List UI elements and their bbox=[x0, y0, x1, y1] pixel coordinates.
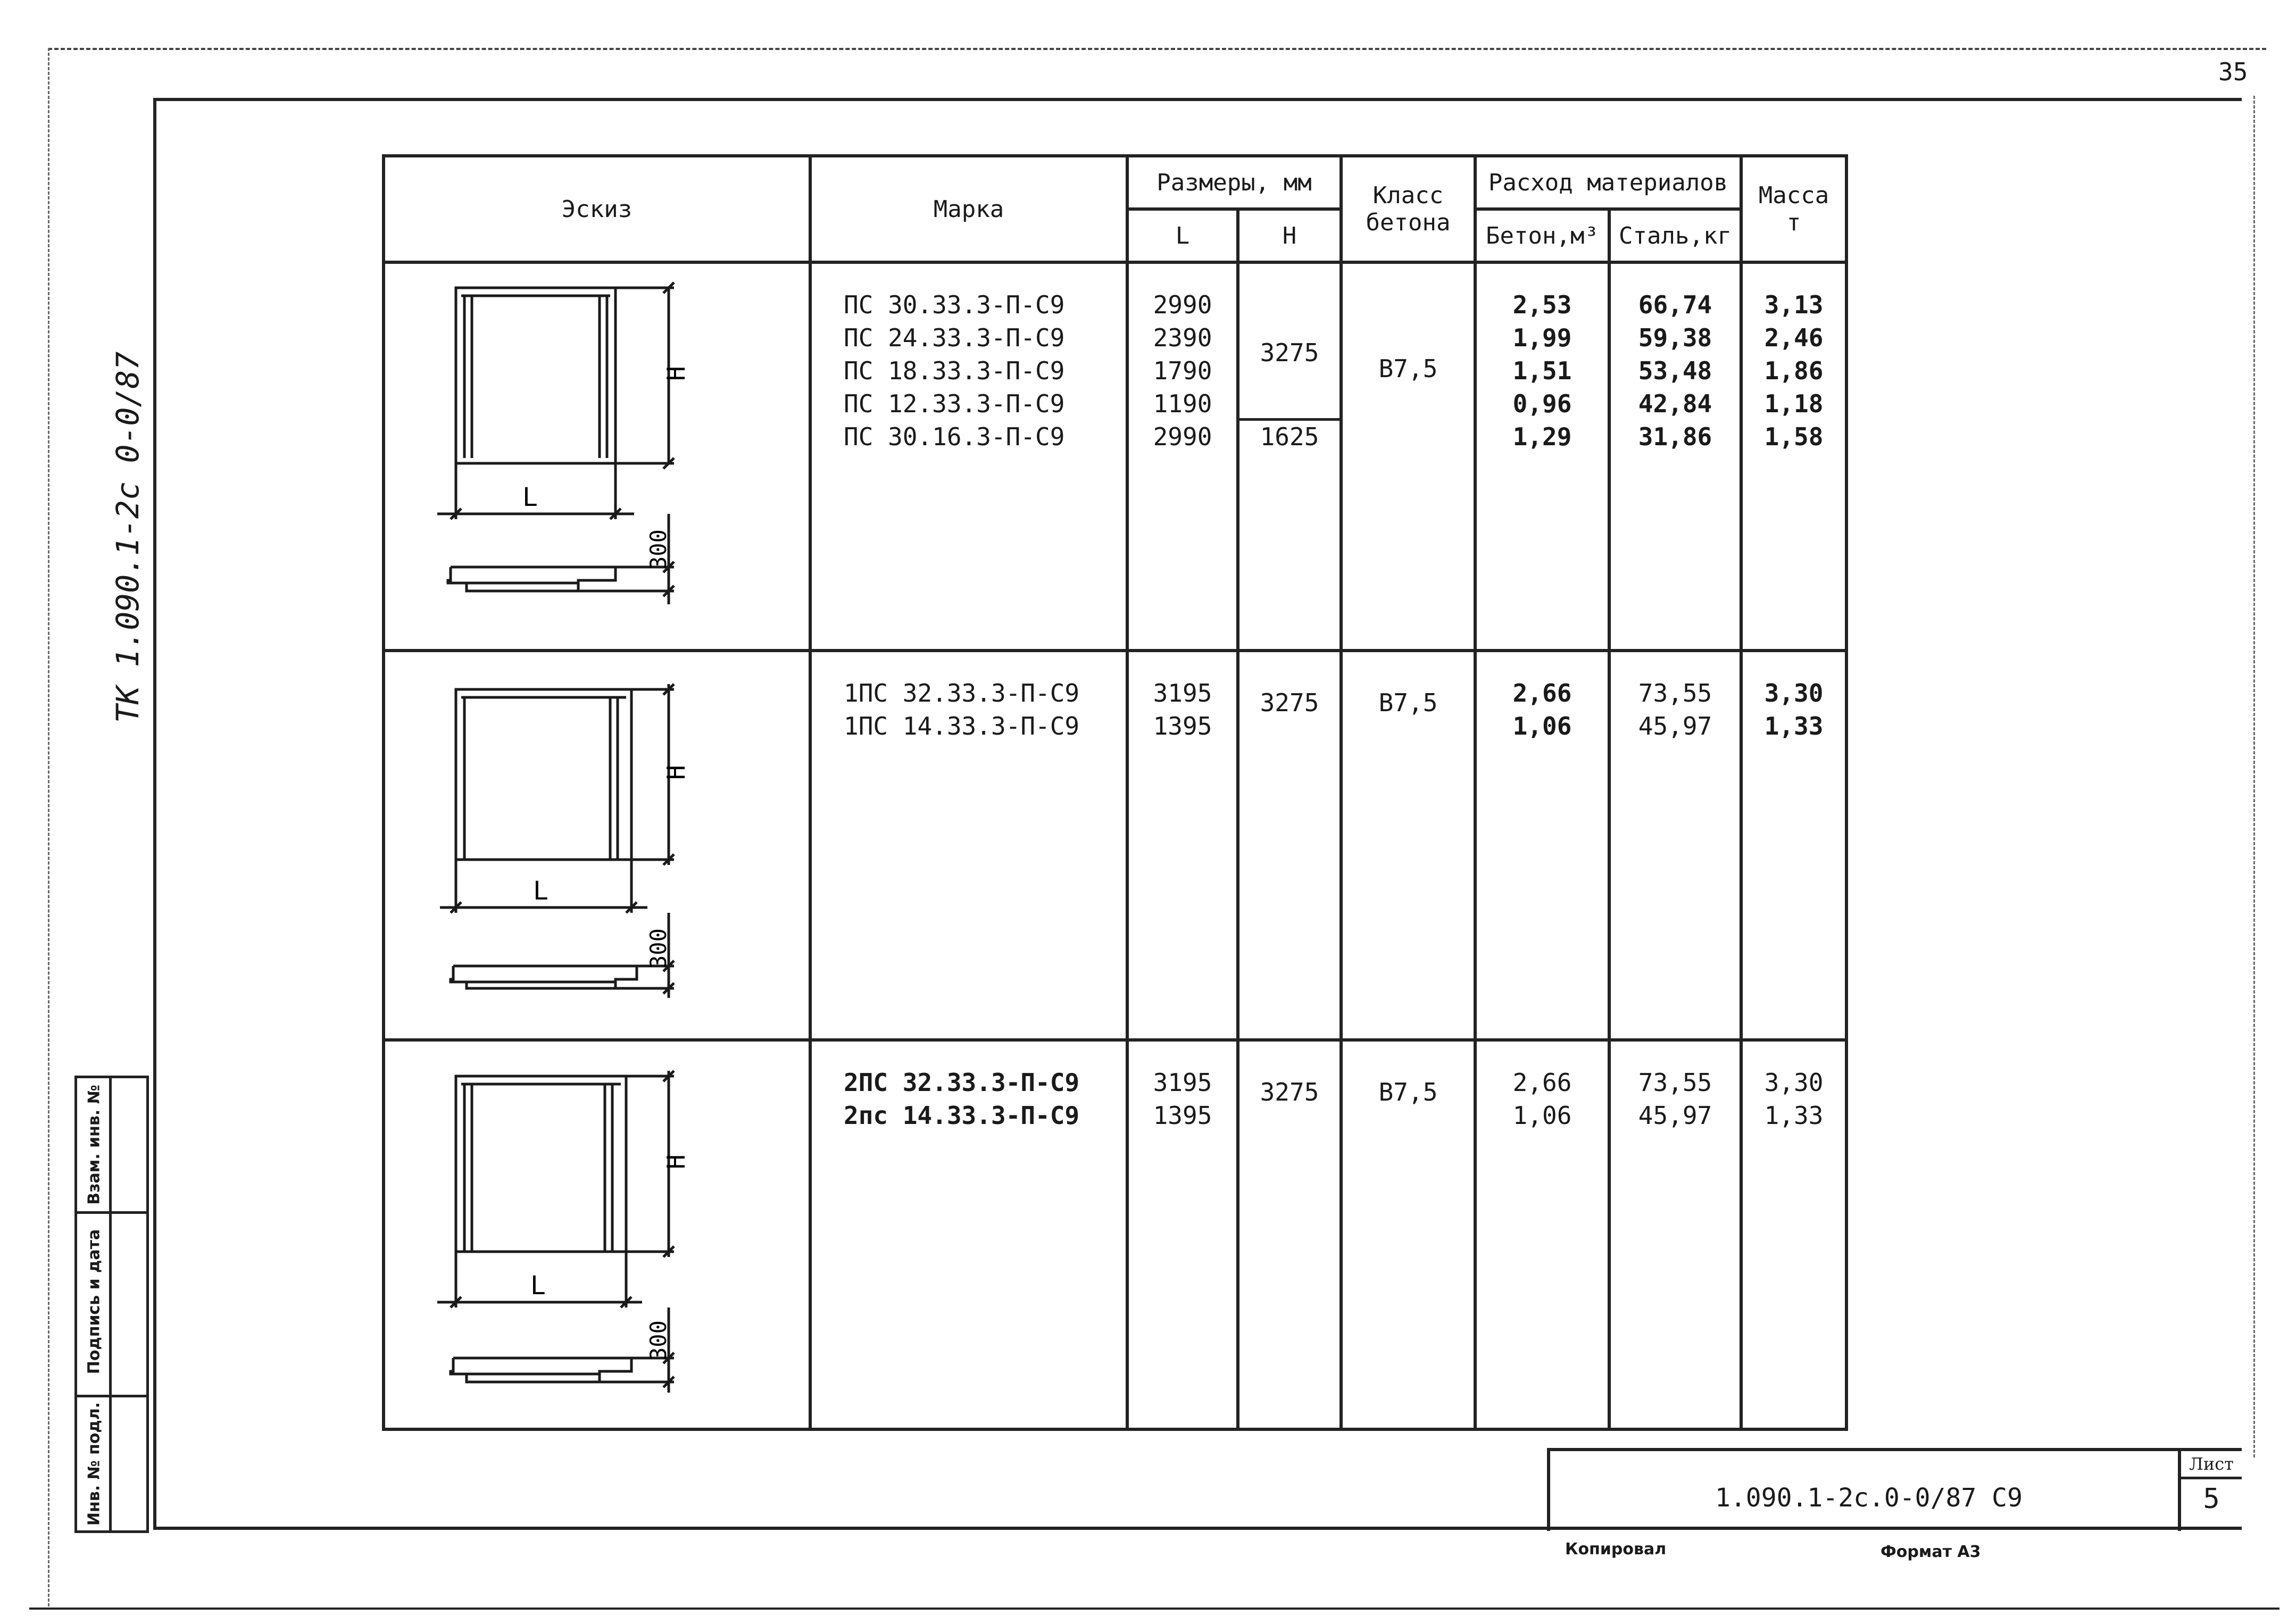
concrete-volume-cell bbox=[1475, 1040, 1609, 1429]
concrete-volume: 0,96 bbox=[1512, 389, 1572, 418]
concrete-volume: 1,06 bbox=[1512, 712, 1572, 740]
mark-item: ПС 30.16.3-П-С9 bbox=[844, 422, 1065, 451]
length-cell bbox=[1127, 1040, 1238, 1429]
mass-cell bbox=[1741, 651, 1846, 1040]
length-cell bbox=[1127, 262, 1238, 651]
stamp-field-signature: Подпись и дата bbox=[85, 1229, 104, 1375]
header-materials: Расход материалов bbox=[1475, 156, 1741, 209]
mark-item: 2пс 14.33.3-П-С9 bbox=[844, 1101, 1080, 1130]
height-value: 3275 bbox=[1260, 338, 1319, 367]
length-value: 2990 bbox=[1153, 422, 1212, 451]
mass-value: 3,30 bbox=[1764, 679, 1824, 707]
outer-frame-right bbox=[2253, 96, 2255, 1458]
header-mass-line2: т bbox=[1786, 209, 1801, 236]
mass-value: 1,58 bbox=[1764, 422, 1824, 451]
concrete-class-cell bbox=[1341, 651, 1475, 1040]
mass-value: 2,46 bbox=[1764, 323, 1824, 352]
mark-item: ПС 18.33.3-П-С9 bbox=[844, 356, 1065, 385]
stamp-divider bbox=[77, 1211, 146, 1214]
header-mass-line1: Масса bbox=[1758, 182, 1829, 209]
height-value: 3275 bbox=[1260, 1078, 1319, 1106]
header-height: H bbox=[1238, 209, 1341, 262]
mass-value: 1,33 bbox=[1764, 712, 1824, 740]
concrete-class-value: В7,5 bbox=[1378, 354, 1438, 383]
mark-item: 2ПС 32.33.3-П-С9 bbox=[844, 1068, 1080, 1097]
concrete-class-cell bbox=[1341, 262, 1475, 651]
panel-sketch-type-3 bbox=[387, 1042, 807, 1420]
title-block bbox=[1547, 1448, 2242, 1531]
sketch-label-thickness: 300 bbox=[645, 928, 671, 969]
concrete-volume: 1,51 bbox=[1512, 356, 1572, 385]
concrete-volume: 2,53 bbox=[1512, 290, 1572, 319]
steel-value: 31,86 bbox=[1638, 422, 1712, 451]
sketch-label-height: H bbox=[662, 1154, 690, 1169]
header-sketch: Эскиз bbox=[384, 156, 810, 262]
concrete-volume: 2,66 bbox=[1512, 679, 1572, 707]
stamp-field-inv-original: Инв. № подл. bbox=[85, 1402, 104, 1526]
mark-item: 1ПС 32.33.3-П-С9 bbox=[844, 679, 1080, 707]
panel-sketch-type-2 bbox=[387, 652, 807, 1031]
concrete-class-value: В7,5 bbox=[1378, 1078, 1438, 1106]
marks-cell bbox=[810, 651, 1127, 1040]
concrete-volume: 2,66 bbox=[1512, 1068, 1572, 1097]
steel-cell bbox=[1609, 1040, 1741, 1429]
side-title: ТК 1.090.1-2с 0-0/87 bbox=[110, 351, 146, 723]
header-concrete: Бетон,м³ bbox=[1475, 209, 1609, 262]
outer-frame-bottom bbox=[29, 1608, 2279, 1610]
sketch-label-thickness: 300 bbox=[645, 529, 671, 570]
sheet-label: Лист bbox=[2181, 1451, 2242, 1479]
outer-frame-left bbox=[48, 48, 49, 1606]
height-cell bbox=[1238, 1040, 1341, 1429]
steel-value: 73,55 bbox=[1638, 1068, 1712, 1097]
footer-copied: Копировал bbox=[1565, 1540, 1667, 1559]
header-sizes: Размеры, мм bbox=[1127, 156, 1341, 209]
steel-value: 45,97 bbox=[1638, 712, 1712, 740]
header-concrete-class-line2: бетона bbox=[1366, 209, 1451, 236]
sketch-cell bbox=[384, 1040, 810, 1429]
header-mark: Марка bbox=[810, 156, 1127, 262]
steel-value: 66,74 bbox=[1638, 290, 1712, 319]
height-cell bbox=[1238, 651, 1341, 1040]
mass-value: 3,13 bbox=[1764, 290, 1824, 319]
length-value: 1395 bbox=[1153, 1101, 1212, 1130]
concrete-class-cell bbox=[1341, 1040, 1475, 1429]
length-value: 2990 bbox=[1153, 290, 1212, 319]
marks-cell bbox=[810, 1040, 1127, 1429]
steel-cell bbox=[1609, 262, 1741, 651]
footer-format: Формат А3 bbox=[1881, 1543, 1981, 1561]
sketch-cell bbox=[384, 651, 810, 1040]
stamp-field-replace-inv: Взам. инв. № bbox=[85, 1085, 104, 1205]
marks-cell bbox=[810, 262, 1127, 651]
height-value-extra: 1625 bbox=[1260, 422, 1319, 451]
mass-value: 3,30 bbox=[1764, 1068, 1824, 1097]
sketch-label-length: L bbox=[533, 876, 548, 906]
specification-table bbox=[382, 154, 1848, 1431]
concrete-volume: 1,29 bbox=[1512, 422, 1572, 451]
height-cell bbox=[1238, 262, 1341, 651]
header-concrete-class bbox=[1341, 156, 1475, 262]
sketch-label-thickness: 300 bbox=[645, 1320, 671, 1361]
length-value: 1190 bbox=[1153, 389, 1212, 418]
mark-item: ПС 30.33.3-П-С9 bbox=[844, 290, 1065, 319]
length-cell bbox=[1127, 651, 1238, 1040]
steel-value: 73,55 bbox=[1638, 679, 1712, 707]
mass-value: 1,33 bbox=[1764, 1101, 1824, 1130]
header-length: L bbox=[1127, 209, 1238, 262]
sketch-label-height: H bbox=[662, 765, 690, 780]
header-concrete-class-line1: Класс bbox=[1372, 182, 1444, 209]
sheet-number: 5 bbox=[2203, 1483, 2220, 1515]
concrete-volume: 1,99 bbox=[1512, 323, 1572, 352]
length-value: 1790 bbox=[1153, 356, 1212, 385]
length-value: 3195 bbox=[1153, 679, 1212, 707]
steel-value: 59,38 bbox=[1638, 323, 1712, 352]
mark-item: ПС 12.33.3-П-С9 bbox=[844, 389, 1065, 418]
mass-value: 1,86 bbox=[1764, 356, 1824, 385]
steel-value: 53,48 bbox=[1638, 356, 1712, 385]
sheet-box bbox=[2178, 1448, 2242, 1531]
stamp-divider bbox=[77, 1395, 146, 1397]
concrete-volume-cell bbox=[1475, 262, 1609, 651]
left-stamp bbox=[74, 1076, 149, 1533]
document-code: 1.090.1-2с.0-0/87 С9 bbox=[1715, 1483, 2023, 1513]
mark-item: ПС 24.33.3-П-С9 bbox=[844, 323, 1065, 352]
height-value: 3275 bbox=[1260, 688, 1319, 717]
sketch-label-length: L bbox=[530, 1271, 546, 1301]
concrete-volume: 1,06 bbox=[1512, 1101, 1572, 1130]
length-value: 3195 bbox=[1153, 1068, 1212, 1097]
mass-cell bbox=[1741, 1040, 1846, 1429]
sketch-label-height: H bbox=[662, 366, 690, 381]
mass-value: 1,18 bbox=[1764, 389, 1824, 418]
height-divider bbox=[1239, 418, 1339, 421]
steel-value: 45,97 bbox=[1638, 1101, 1712, 1130]
steel-value: 42,84 bbox=[1638, 389, 1712, 418]
sketch-label-length: L bbox=[522, 482, 538, 512]
length-value: 1395 bbox=[1153, 712, 1212, 740]
mass-cell bbox=[1741, 262, 1846, 651]
sketch-cell bbox=[384, 262, 810, 651]
corner-number: 35 bbox=[2218, 57, 2248, 86]
concrete-volume-cell bbox=[1475, 651, 1609, 1040]
concrete-class-value: В7,5 bbox=[1378, 688, 1438, 717]
mark-item: 1ПС 14.33.3-П-С9 bbox=[844, 712, 1080, 740]
length-value: 2390 bbox=[1153, 323, 1212, 352]
header-steel: Сталь,кг bbox=[1609, 209, 1741, 262]
header-mass bbox=[1741, 156, 1846, 262]
panel-sketch-type-1 bbox=[387, 264, 807, 643]
outer-frame-top bbox=[48, 48, 2266, 50]
steel-cell bbox=[1609, 651, 1741, 1040]
